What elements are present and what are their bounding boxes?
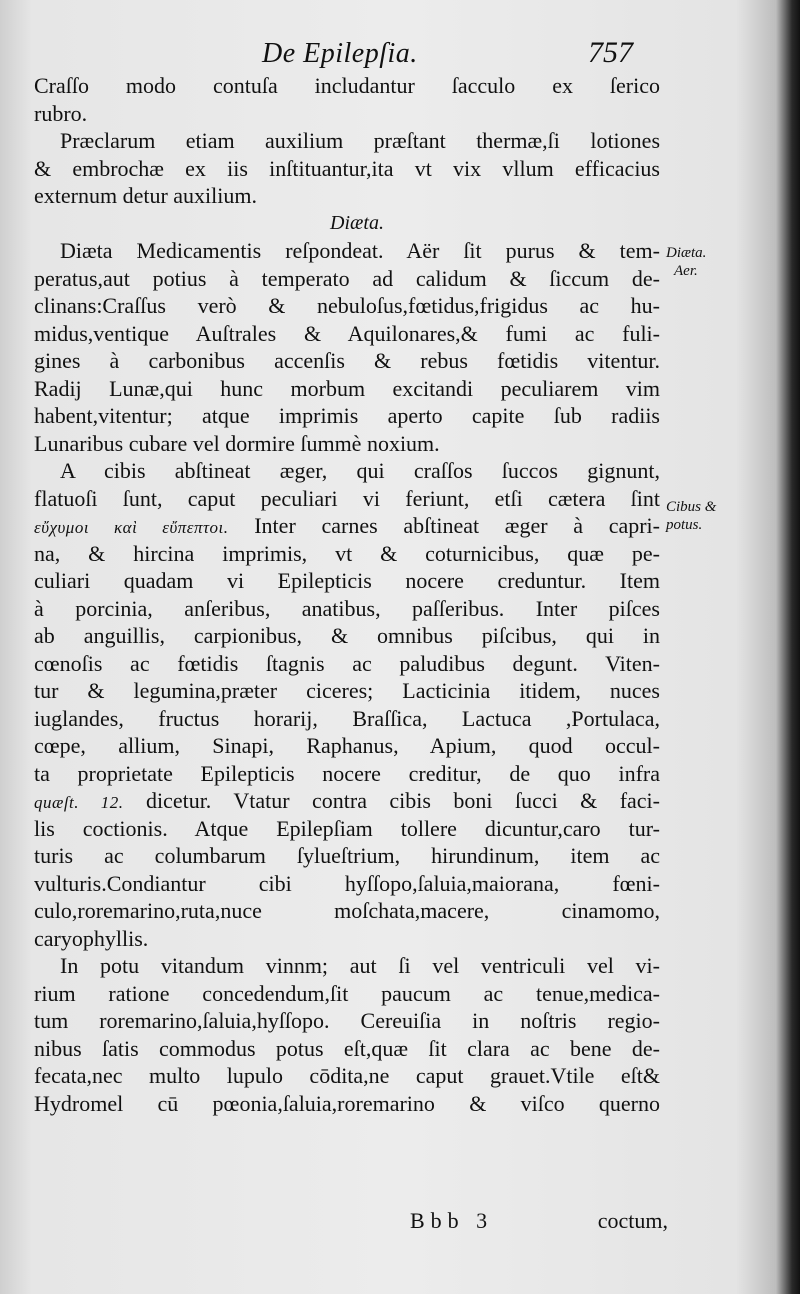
text-fragment: Inter carnes abſtineat æger à capri- (254, 513, 660, 538)
running-title: De Epilepſia. (262, 38, 418, 69)
text-line: clinans:Craſſus verò & nebuloſus,fœtidus,frigidus ac hu- (34, 293, 660, 318)
margin-note-cibus-line1: Cibus & (666, 499, 717, 515)
body-text (34, 72, 660, 1117)
text-line: A cibis abſtineat æger, qui craſſos ſuccos gignunt, (60, 458, 660, 483)
page-header (0, 38, 760, 74)
text-line: gines à carbonibus accenſis & rebus fœtidis vitentur. (34, 348, 660, 373)
text-line: ta proprietate Epilepticis nocere creditur, de quo infra (34, 760, 660, 786)
text-line: cœnoſis ac fœtidis ſtagnis ac paludibus degunt. Viten- (34, 650, 660, 676)
greek-phrase: εὔχυμοι καὶ εὔπεπτοι. (34, 518, 229, 537)
text-line: rium ratione concedendum,ſit paucum ac tenue,medica- (34, 980, 660, 1006)
text-line: Radij Lunæ,qui hunc morbum excitandi peculiarem vim (34, 375, 660, 401)
text-line: nibus ſatis commodus potus eſt,quæ ſit clara ac bene de- (34, 1035, 660, 1061)
text-line: rubro. (34, 100, 88, 126)
text-fragment: dicetur. Vtatur contra cibis boni ſucci & faci- (145, 788, 660, 813)
text-line: Lunaribus cubare vel dormire ſummè noxium. (34, 430, 440, 456)
text-line: culo,roremarino,ruta,nuce moſchata,macere, cinamomo, (34, 898, 660, 923)
signature-mark: Bbb 3 (410, 1208, 494, 1233)
text-line: tur & legumina,præter ciceres; Lacticinia itidem, nuces (34, 678, 660, 703)
text-line: habent,vitentur; atque imprimis aperto capite ſub radiis (34, 403, 660, 428)
catchword: coctum, (597, 1208, 668, 1233)
margin-note-diaeta-title: Diæta. (666, 245, 707, 261)
page-footer (34, 1208, 668, 1238)
text-line: iuglandes, fructus horarij, Braſſica, Lactuca ,Portulaca, (34, 705, 660, 731)
quaest-reference: quæſt. 12. (34, 793, 124, 812)
text-line: culiari quadam vi Epilepticis nocere creduntur. Item (34, 568, 660, 593)
text-line: turis ac columbarum ſylueſtrium, hirundinum, item ac (34, 843, 660, 868)
margin-note-cibus (666, 498, 786, 534)
text-line-greek (34, 512, 660, 540)
margin-note-cibus-line2: potus. (666, 517, 703, 533)
text-line: peratus,aut potius à temperato ad calidum & ſiccum de- (34, 265, 660, 291)
text-line: lis coctionis. Atque Epilepſiam tollere dicuntur,caro tur- (34, 815, 660, 841)
margin-note-aer: Aer. (674, 263, 698, 279)
text-line: Præclarum etiam auxilium præſtant thermæ,ſi lotiones (60, 128, 660, 153)
text-line: tum roremarino,ſaluia,hyſſopo. Cereuiſia in noſtris regio- (34, 1008, 660, 1033)
text-line: externum detur auxilium. (34, 183, 257, 208)
text-line: flatuoſi ſunt, caput peculiari vi feriunt, etſi cætera ſint (34, 485, 660, 511)
text-line: Craſſo modo contuſa includantur ſacculo ex ſerico (34, 73, 660, 98)
text-line: fecata,nec multo lupulo cōdita,ne caput grauet.Vtile eſt& (34, 1063, 660, 1088)
margin-note-diaeta (666, 244, 786, 280)
text-line: à porcinia, anſeribus, anatibus, paſſeribus. Inter piſces (34, 595, 660, 621)
text-line: ab anguillis, carpionibus, & omnibus piſcibus, qui in (34, 623, 660, 648)
section-heading: Diæta. (330, 211, 384, 234)
text-line: & embrochæ ex iis inſtituantur,ita vt vix vllum efficacius (34, 155, 660, 181)
page-number: 757 (588, 36, 633, 69)
text-line: Hydromel cū pœonia,ſaluia,roremarino & viſco querno (34, 1090, 660, 1116)
text-line: Diæta Medicamentis reſpondeat. Aër ſit purus & tem- (60, 238, 660, 263)
text-line: na, & hircina imprimis, vt & coturnicibus, quæ pe- (34, 540, 660, 566)
text-line: cœpe, allium, Sinapi, Raphanus, Apium, quod occul- (34, 733, 660, 758)
text-line: midus,ventique Auſtrales & Aquilonares,& fumi ac fuli- (34, 320, 660, 346)
text-line: caryophyllis. (34, 925, 149, 951)
text-line-ref (34, 787, 660, 815)
text-line: In potu vitandum vinnm; aut ſi vel ventriculi vel vi- (60, 953, 660, 978)
text-line: vulturis.Condiantur cibi hyſſopo,ſaluia,maiorana, fœni- (34, 870, 660, 896)
